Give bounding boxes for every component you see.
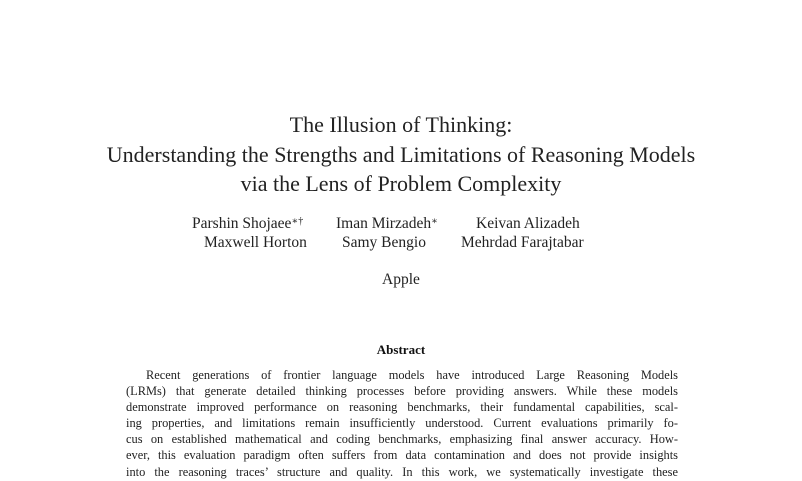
author-name: Keivan Alizadeh bbox=[476, 215, 580, 232]
abstract-line: cus on established mathematical and coding benchmarks, emphasizing final answer accuracy. How- bbox=[126, 432, 678, 447]
abstract-line: Recent generations of frontier language models have introduced Large Reasoning Models bbox=[146, 368, 678, 382]
paper-title bbox=[0, 110, 802, 199]
abstract-line: into the reasoning traces’ structure and quality. In this work, we systematically investigate these bbox=[126, 464, 678, 479]
author-name: Maxwell Horton bbox=[204, 234, 307, 251]
author-row-2 bbox=[0, 233, 802, 252]
author-name: Iman Mirzadeh∗ bbox=[336, 215, 438, 232]
affiliation: Apple bbox=[382, 271, 420, 288]
abstract-line: demonstrate improved performance on reasoning benchmarks, their fundamental capabilities, scal- bbox=[126, 400, 678, 415]
author-footnote-mark: ∗† bbox=[291, 216, 304, 227]
title-line-2: Understanding the Strengths and Limitations of Reasoning Models bbox=[106, 141, 696, 167]
author-name: Mehrdad Farajtabar bbox=[461, 234, 584, 251]
title-line-1: The Illusion of Thinking: bbox=[289, 112, 513, 137]
author-name: Samy Bengio bbox=[342, 234, 426, 251]
abstract-heading: Abstract bbox=[376, 342, 426, 357]
author-row-1 bbox=[0, 214, 802, 233]
abstract-text bbox=[126, 367, 678, 480]
author-list bbox=[0, 214, 802, 252]
abstract-line: ing properties, and limitations remain insufficiently understood. Current evaluations primarily fo- bbox=[126, 416, 678, 431]
author-name: Parshin Shojaee∗† bbox=[192, 215, 304, 232]
abstract-line: ever, this evaluation paradigm often suffers from data contamination and does not provide insights bbox=[126, 448, 678, 463]
title-line-3: via the Lens of Problem Complexity bbox=[240, 171, 562, 196]
abstract-line: (LRMs) that generate detailed thinking processes before providing answers. While these models bbox=[126, 384, 678, 399]
author-footnote-mark: ∗ bbox=[431, 216, 438, 227]
